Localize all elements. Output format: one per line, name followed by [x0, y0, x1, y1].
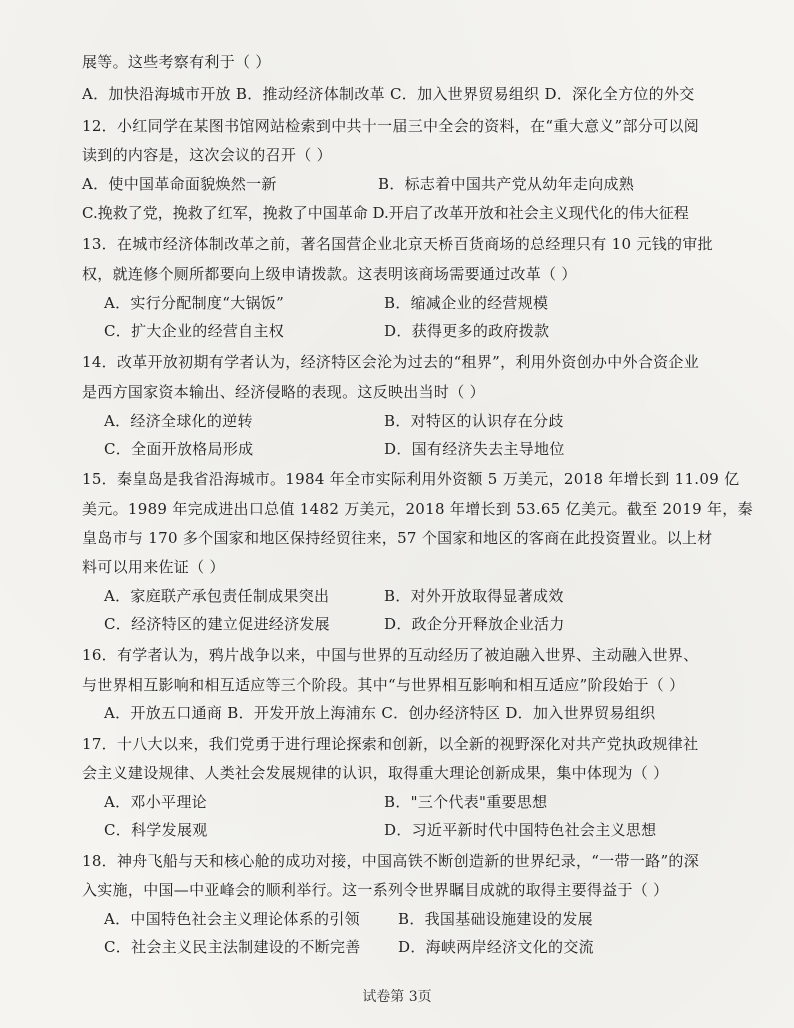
q17-stem-1: 17．十八大以来，我们党勇于进行理论探索和创新，以全新的视野深化对共产党执政规律社 — [82, 735, 699, 753]
q15-stem-2: 美元。1989 年完成进出口总值 1482 万美元，2018 年增长到 53.65 亿美元。截至 2019 年，秦 — [82, 500, 753, 518]
q16-options: A．开放五口通商 B．开发开放上海浦东 C．创办经济特区 D．加入世界贸易组织 — [104, 704, 656, 722]
q12-stem-1: 12．小红同学在某图书馆网站检索到中共十一届三中全会的资料，在“重大意义”部分可以阅 — [82, 117, 700, 135]
q18-option-d: D．海峡两岸经济文化的交流 — [398, 938, 594, 956]
q17-stem-2: 会主义建设规律、人类社会发展规律的认识，取得重大理论创新成果，集中体现为（ ） — [82, 764, 669, 782]
q15-option-b: B．对外开放取得显著成效 — [384, 587, 564, 605]
q15-stem-4: 料可以用来佐证（ ） — [82, 558, 225, 576]
q18-stem-2: 入实施，中国—中亚峰会的顺利举行。这一系列令世界瞩目成就的取得主要得益于（ ） — [82, 881, 669, 899]
page-footer: 试卷第 3页 — [362, 989, 432, 1005]
q11-options: A．加快沿海城市开放 B．推动经济体制改革 C．加入世界贸易组织 D．深化全方位的外交 — [82, 85, 695, 103]
q13-option-c: C．扩大企业的经营自主权 — [104, 322, 285, 340]
q15-stem-1: 15．秦皇岛是我省沿海城市。1984 年全市实际利用外资额 5 万美元，2018 年增长到 11.09 亿 — [82, 470, 740, 488]
q18-option-c: C．社会主义民主法制建设的不断完善 — [104, 938, 361, 956]
q18-option-a: A．中国特色社会主义理论体系的引领 — [104, 910, 360, 928]
q14-option-a: A．经济全球化的逆转 — [104, 412, 253, 430]
q15-option-c: C．经济特区的建立促进经济发展 — [104, 615, 330, 633]
q18-option-b: B．我国基础设施建设的发展 — [398, 910, 593, 928]
q17-option-a: A．邓小平理论 — [104, 793, 207, 811]
q14-option-d: D．国有经济失去主导地位 — [384, 440, 565, 458]
q15-option-a: A．家庭联产承包责任制成果突出 — [104, 587, 330, 605]
continued-line: 展等。这些考察有利于（ ） — [82, 53, 271, 71]
q17-option-b: B．"三个代表"重要思想 — [384, 793, 548, 811]
q13-option-a: A．实行分配制度“大锅饭” — [104, 294, 285, 312]
q17-option-c: C．科学发展观 — [104, 821, 208, 839]
q13-option-b: B．缩减企业的经营规模 — [384, 294, 549, 312]
q12-stem-2: 读到的内容是，这次会议的召开（ ） — [82, 146, 332, 164]
q13-option-d: D．获得更多的政府拨款 — [384, 322, 550, 340]
q13-stem-1: 13．在城市经济体制改革之前，著名国营企业北京天桥百货商场的总经理只有 10 元钱的审批 — [82, 235, 713, 253]
q15-option-d: D．政企分开释放企业活力 — [384, 615, 565, 633]
q15-stem-3: 皇岛市与 170 多个国家和地区保持经贸往来，57 个国家和地区的客商在此投资置业。以上材 — [82, 529, 713, 547]
q14-stem-2: 是西方国家资本输出、经济侵略的表现。这反映出当时（ ） — [82, 383, 485, 401]
q16-stem-2: 与世界相互影响和相互适应等三个阶段。其中“与世界相互影响和相互适应”阶段始于（ ） — [82, 676, 685, 694]
q18-stem-1: 18．神舟飞船与天和核心舱的成功对接，中国高铁不断创造新的世界纪录，“一带一路”的深 — [82, 852, 700, 870]
q14-stem-1: 14．改革开放初期有学者认为，经济特区会沦为过去的“租界”，利用外资创办中外合资企业 — [82, 353, 700, 371]
q13-stem-2: 权，就连修个厕所都要向上级申请拨款。这表明该商场需要通过改革（ ） — [82, 265, 577, 283]
q16-stem-1: 16．有学者认为，鸦片战争以来，中国与世界的互动经历了被迫融入世界、主动融入世界、 — [82, 646, 699, 664]
q14-option-b: B．对特区的认识存在分歧 — [384, 412, 564, 430]
q14-option-c: C．全面开放格局形成 — [104, 440, 254, 458]
q17-option-d: D．习近平新时代中国特色社会主义思想 — [384, 821, 657, 839]
q12-option-cd: C.挽救了党，挽救了红军，挽救了中国革命 D.开启了改革开放和社会主义现代化的伟大征程 — [82, 204, 689, 222]
q12-option-a: A．使中国革命面貌焕然一新 — [82, 175, 277, 193]
q12-option-b: B．标志着中国共产党从幼年走向成熟 — [378, 175, 635, 193]
